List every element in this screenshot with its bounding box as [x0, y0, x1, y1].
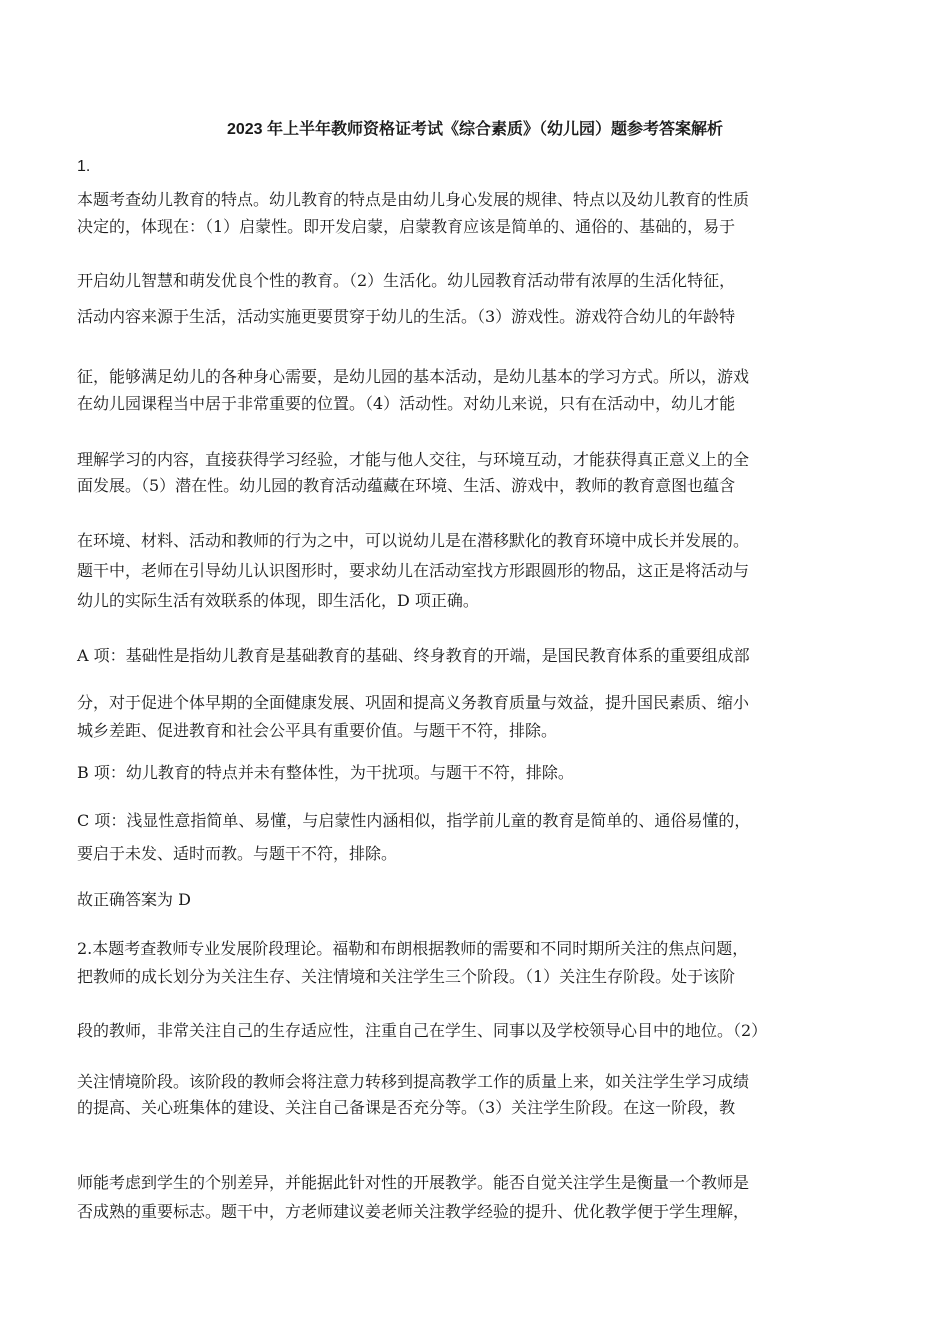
paragraph-line: 理解学习的内容，直接获得学习经验，才能与他人交往，与环境互动，才能获得真正意义上的全	[77, 450, 750, 469]
question-2-line: 师能考虑到学生的个别差异，并能据此针对性的开展教学。能否自觉关注学生是衡量一个教师是	[77, 1173, 750, 1192]
question-2-line: 关注情境阶段。该阶段的教师会将注意力转移到提高教学工作的质量上来，如关注学生学习成绩	[77, 1072, 750, 1091]
option-b-explanation: B 项：幼儿教育的特点并未有整体性，为干扰项。与题干不符，排除。	[77, 763, 574, 782]
paragraph-line: 征，能够满足幼儿的各种身心需要，是幼儿园的基本活动，是幼儿基本的学习方式。所以，游戏	[77, 367, 750, 386]
paragraph-line: 面发展。（5）潜在性。幼儿园的教育活动蕴藏在环境、生活、游戏中，教师的教育意图也蕴含	[77, 476, 736, 495]
question-2-line: 2.本题考查教师专业发展阶段理论。福勒和布朗根据教师的需要和不同时期所关注的焦点问题，	[77, 939, 749, 958]
option-a-explanation: 城乡差距、促进教育和社会公平具有重要价值。与题干不符，排除。	[77, 721, 558, 740]
document-title: 2023 年上半年教师资格证考试《综合素质》（幼儿园）题参考答案解析	[226, 121, 724, 138]
answer-statement: 故正确答案为 D	[77, 890, 191, 909]
paragraph-line: 活动内容来源于生活，活动实施更要贯穿于幼儿的生活。（3）游戏性。游戏符合幼儿的年龄特	[77, 307, 736, 326]
question-1-number: 1.	[77, 158, 91, 175]
paragraph-line: 开启幼儿智慧和萌发优良个性的教育。（2）生活化。幼儿园教育活动带有浓厚的生活化特征，	[77, 271, 736, 290]
question-2-line: 否成熟的重要标志。题干中，方老师建议姜老师关注教学经验的提升、优化教学便于学生理解，	[77, 1202, 750, 1221]
paragraph-line: 本题考查幼儿教育的特点。幼儿教育的特点是由幼儿身心发展的规律、特点以及幼儿教育的性质	[77, 190, 750, 209]
paragraph-line: 在环境、材料、活动和教师的行为之中，可以说幼儿是在潜移默化的教育环境中成长并发展的。	[77, 531, 750, 550]
option-c-explanation: C 项：浅显性意指简单、易懂，与启蒙性内涵相似，指学前儿童的教育是简单的、通俗易懂的，	[77, 811, 751, 830]
paragraph-line: 在幼儿园课程当中居于非常重要的位置。（4）活动性。对幼儿来说，只有在活动中，幼儿才能	[77, 394, 736, 413]
paragraph-line: 决定的，体现在：（1）启蒙性。即开发启蒙，启蒙教育应该是简单的、通俗的、基础的，易于	[77, 217, 736, 236]
paragraph-line: 题干中，老师在引导幼儿认识图形时，要求幼儿在活动室找方形跟圆形的物品，这正是将活动与	[77, 561, 750, 580]
question-2-line: 段的教师，非常关注自己的生存适应性，注重自己在学生、同事以及学校领导心目中的地位。（2）	[77, 1021, 768, 1040]
paragraph-line: 幼儿的实际生活有效联系的体现，即生活化，D 项正确。	[77, 591, 479, 610]
option-c-explanation: 要启于未发、适时而教。与题干不符，排除。	[77, 844, 398, 863]
option-a-explanation: 分，对于促进个体早期的全面健康发展、巩固和提高义务教育质量与效益，提升国民素质、缩小	[77, 693, 750, 712]
question-2-line: 把教师的成长划分为关注生存、关注情境和关注学生三个阶段。（1）关注生存阶段。处于该阶	[77, 967, 736, 986]
option-a-explanation: A 项：基础性是指幼儿教育是基础教育的基础、终身教育的开端，是国民教育体系的重要组成部	[77, 646, 750, 665]
question-2-line: 的提高、关心班集体的建设、关注自己备课是否充分等。（3）关注学生阶段。在这一阶段，教	[77, 1098, 736, 1117]
